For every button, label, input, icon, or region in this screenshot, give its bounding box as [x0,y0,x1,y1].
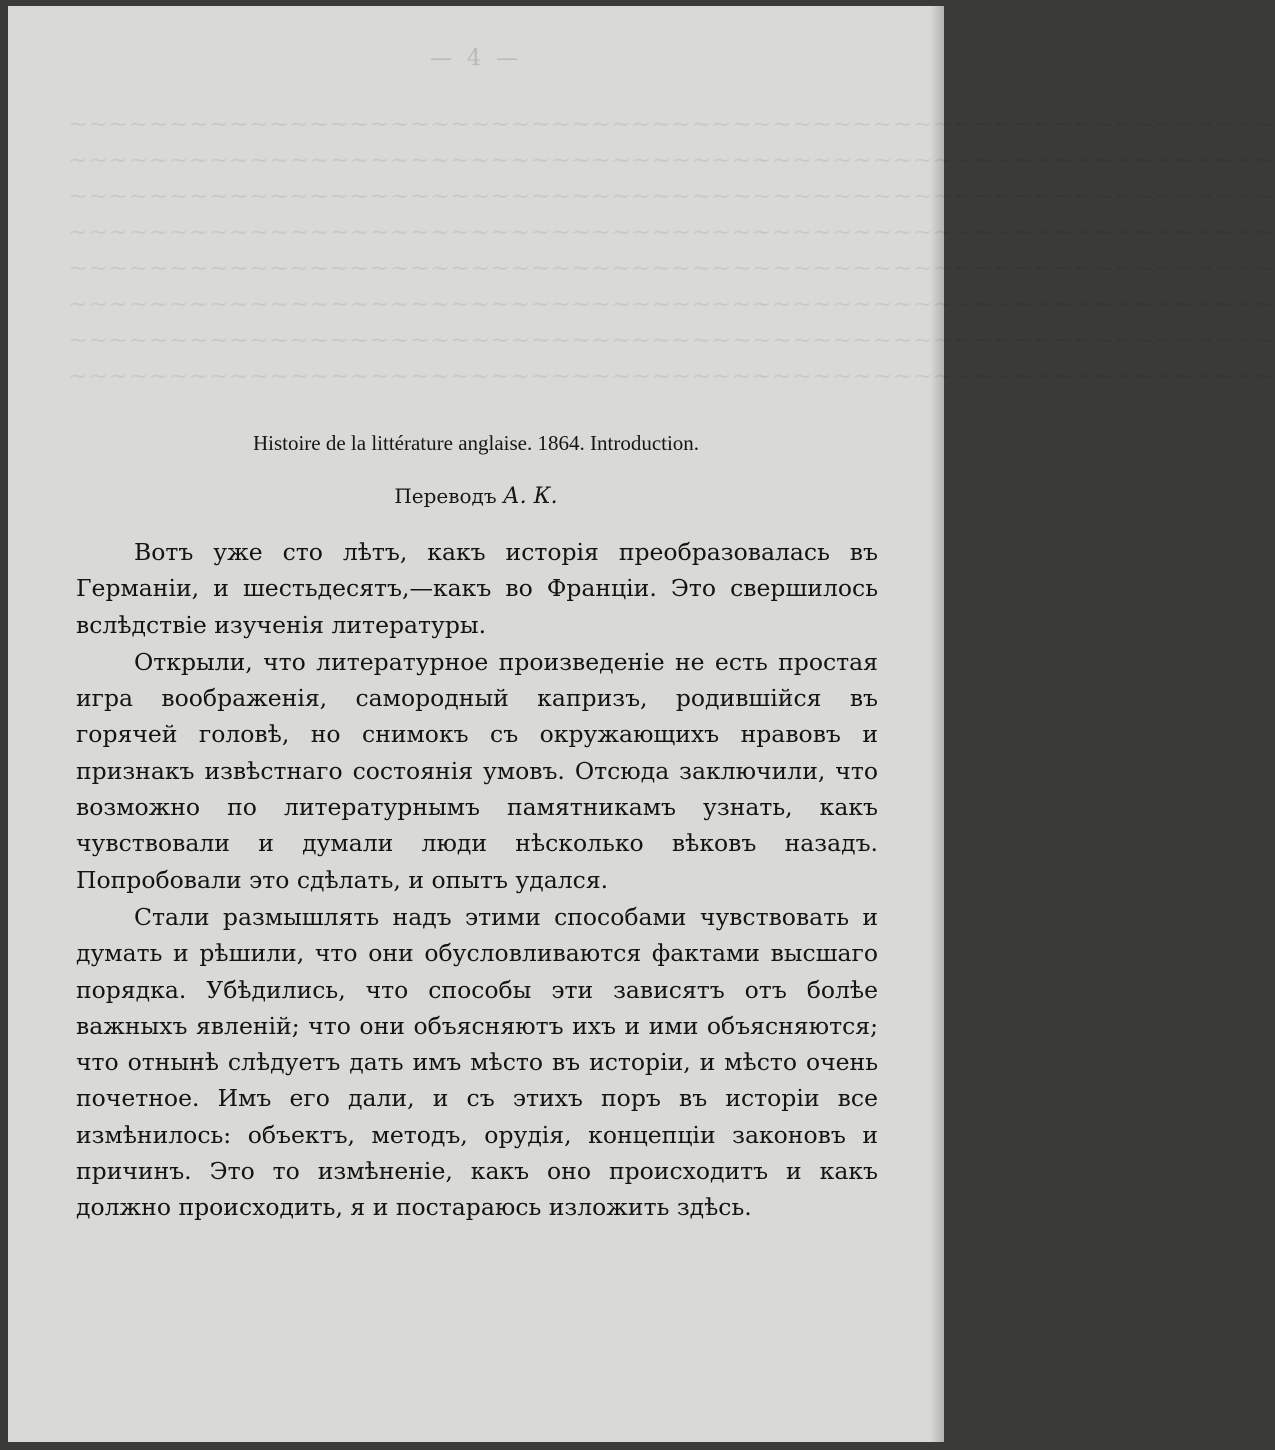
paragraph: Вотъ уже сто лѣтъ, какъ исторія преобразовалась въ Германіи, и шестьдесятъ,—какъ во Франціи. Это свершилось вслѣдствіе изученія литературы. [76,538,878,639]
translator-credit [8,484,944,509]
paragraph: Стали размышлять надъ этими способами чувствовать и думать и рѣшили, что они обусловливаются фактами высшаго порядка. Убѣдились, что способы эти зависятъ отъ болѣе важныхъ явленій; что они объясняютъ ихъ и ими объясняются; что отнынѣ слѣдуетъ дать имъ мѣсто въ исторіи, и мѣсто очень почетное. Имъ его дали, и съ этихъ поръ въ исторіи все измѣнилось: объектъ, методъ, орудія, концепціи законовъ и причинъ. Это то измѣненіе, какъ оно происходитъ и какъ должно происходить, я и постараюсь изложить здѣсь. [76,902,878,1222]
page-number: — 4 — [430,46,522,71]
paragraph: Открыли, что литературное произведеніе не есть простая игра воображенія, самородный капризъ, родившійся въ горячей головѣ, но снимокъ съ окружающихъ нравовъ и признакъ извѣстнаго состоянія умовъ. Отсюда заключили, что возможно по литературнымъ памятникамъ узнать, какъ чувствовали и думали люди нѣсколько вѣковъ назадъ. Попробовали это сдѣлать, и опытъ удался. [76,647,878,894]
book-page [8,6,1275,1442]
page-edge-shadow [930,6,944,1442]
main-text [76,534,878,1227]
bleed-through-texture: ~~~~~~~~~~~~~~~~~~~~~~~~~~~~~~~~~~~~~~~~~~~~~~~~~~~~~~~~~~~~ ~~~~~~~~~~~~~~~~~~~~~~~~~~~~~~~~~~~~~~~~~~~~~~~~~~~~~~~~~~~~ ~~~~~~~~~~~~~~~~~~~~~~~~~~~~~~~~~~~~~~~~~~~~~~~~~~~~~~~~~~~~ ~~~~~~~~~~~~~~~~~~~~~~~~~~~~~~~~~~~~~~~~~~~~~~~~~~~~~~~~~~~~ ~~~~~~~~~~~~~~~~~~~~~~~~~~~~~~~~~~~~~~~~~~~~~~~~~~~~~~~~~~~~ ~~~~~~~~~~~~~~~~~~~~~~~~~~~~~~~~~~~~~~~~~~~~~~~~~~~~~~~~~~~~ ~~~~~~~~~~~~~~~~~~~~~~~~~~~~~~~~~~~~~~~~~~~~~~~~~~~~~~~~~~~~ ~~~~~~~~~~~~~~~~~~~~~~~~~~~~~~~~~~~~~~~~~~~~~~~~~~~~~~~~~~~~ [68,110,1275,390]
source-line: Histoire de la littérature anglaise. 1864. Introduction. [252,431,700,455]
translator-label: Переводъ [394,484,497,508]
translator-initials: А. К. [502,484,558,509]
